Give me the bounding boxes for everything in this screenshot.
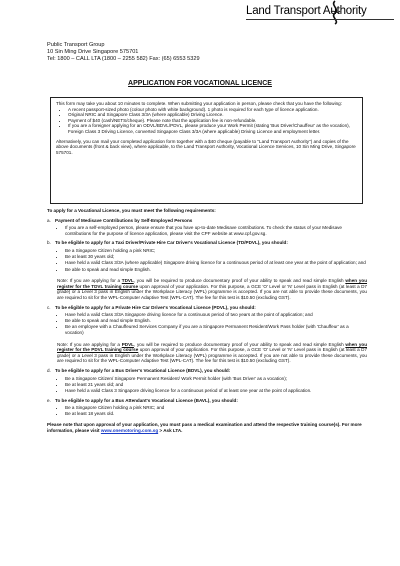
section-a-title: Payment of Medisave Contributions by Self-Employed Persons: [55, 217, 193, 223]
list-item: • Have held a valid Class 3/3A Singapore driving licence for a continuous period of two years at the point of application; and: [65, 312, 367, 318]
list-item: • Be a Singapore Citizen holding a pink NRIC; and: [65, 405, 367, 411]
org-name: Public Transport Group: [47, 42, 105, 48]
list-item: • Be an employee with a Chauffeured Services Company if you are a Singapore Permanent Resident/Work Pass holder (with 'Chauffeur' as a vocation): [65, 324, 367, 335]
lta-logo: [246, 2, 394, 32]
requirements: [47, 208, 367, 433]
section-d: d. To be eligible to apply for a Bus Driver's Vocational Licence (BDVL), you should: • Be a Singapore Citizen/ Singapore Permanent Resident/ Work Permit holder (with 'Bus Driver' as a vocation); • Be at least 21 years old; and • Have held a valid Class 3 Singapore driving licence for a continuous period of at least one year at the point of application.: [47, 368, 367, 394]
logo-divider: [246, 19, 394, 20]
section-a-text: • If you are a self-employed person, please ensure that you have up-to-date Medisave contributions. To check the status of your Medisave contributions for the purpose of licence application, please visit the CPF website at www.cpf.gov.sg.: [65, 225, 367, 236]
list-item: • Be a Singapore Citizen holding a pink NRIC;: [65, 248, 367, 254]
checklist-item: • Original NRIC and Singapore Class 3/3A (where applicable) Driving Licence.: [68, 112, 358, 118]
checklist-item: • Payment of $40 (cash/NETS/cheque). Please note that the application fee is non-refundable.: [68, 118, 358, 124]
mail-alternative: Alternatively, you can mail your completed application form together with a $40 cheque (payable to "Land Transport Authority") and copies of the above documents (front & back view), where applicable, to the Land Transport Authority, Vocational Licence Services, 10 Sin Ming Drive, Singapore 575701.: [56, 138, 356, 155]
footer-note: Please note that upon approval of your application, you must pass a medical examination and attend the respective training course(s). For more information, please visit www.onemotoring.com.sg > Ask LTA.: [47, 421, 362, 433]
lta-swirl-icon: [328, 0, 342, 25]
section-c-title: To be eligible to apply for a Private Hire Car Driver's Vocational Licence (PDVL), you should:: [55, 304, 256, 310]
logo-text: Land Transport Authority: [246, 5, 367, 17]
info-intro: This form may take you about 10 minutes to complete. When submitting your application in person, please check that you have the following:: [56, 101, 342, 106]
list-item: • Be at least 21 years old; and: [65, 382, 367, 388]
list-item: • Be able to speak and read simple English.: [65, 267, 367, 273]
checklist-item: • A recent passport-sized photo (colour photo with white background). 1 photo is required for each type of licence application.: [68, 107, 358, 113]
section-c: c. To be eligible to apply for a Private Hire Car Driver's Vocational Licence (PDVL), you should: • Have held a valid Class 3/3A Singapore driving licence for a continuous period of two years at the point of application; and • Be able to speak and read simple English. • Be an employee with a Chauffeured Services Company if you are a Singapore Permanent Resident/Work Pass holder (with 'Chauffeur' as a vocation) Note: If you are applying for a PDVL, you will be required to produce documentary proof of your ability to speak and read simple English when you register for the PDVL training course upon approval of your application. For this purpose, a GCE 'O' Level or 'N' Level pass in English (at least a D7 grade) or a Level 3 pass in English under the Workplace Literacy (WPL) programme is accepted. If you are not able to provide these documents, you are required to sit for the WPL-Computer Adaptive Test (WPL-CAT). The fee for this test is $10.50 (excluding GST).: [47, 305, 367, 365]
page-title: APPLICATION FOR VOCATIONAL LICENCE: [128, 80, 272, 87]
list-item: • Have held a valid Class 3 Singapore driving licence for a continuous period of at least one year at the point of application.: [65, 388, 367, 394]
section-b-title: To be eligible to apply for a Taxi Driver/Private Hire Car Driver's Vocational Licence (TD/PDVL), you should:: [55, 240, 288, 246]
section-e: e. To be eligible to apply for a Bus Attendant's Vocational Licence (BAVL), you should: • Be a Singapore Citizen holding a pink NRIC; and • Be at least 18 years old.: [47, 398, 367, 417]
checklist: [56, 107, 358, 135]
section-b: b. To be eligible to apply for a Taxi Driver/Private Hire Car Driver's Vocational Licence (TD/PDVL), you should: • Be a Singapore Citizen holding a pink NRIC; • Be at least 30 years old; • Have held a valid Class 3/3A (where applicable) Singapore driving licence for a continuous period of at least one year at the point of application; and • Be able to speak and read simple English. Note: If you are applying for a TDVL, you will be required to produce documentary proof of your ability to speak and read simple English when you register for the TDVL training course upon approval of your application. For this purpose, a GCE 'O' Level or 'N' Level pass in English (at least a D7 grade) or a Level 3 pass in English under the Workplace Literacy (WPL) programme is accepted. If you are not able to provide these documents, you are required to sit for the WPL-Computer Adaptive Test (WPL-CAT). The fee for this test is $10.50 (excluding GST).: [47, 240, 367, 300]
section-b-note: Note: If you are applying for a TDVL, you will be required to produce documentary proof of your ability to speak and read simple English when you register for the TDVL training course upon approval of your application. For this purpose, a GCE 'O' Level or 'N' Level pass in English (at least a D7 grade) or a Level 3 pass in English under the Workplace Literacy (WPL) programme is accepted. If you are not able to provide these documents, you are required to sit for the WPL-Computer Adaptive Test (WPL-CAT). The fee for this test is $10.50 (excluding GST).: [57, 278, 368, 300]
checklist-item: • If you are a foreigner applying for an ODVL/BDVL/PDVL, please produce your Work Permit (stating 'Bus Driver/Chauffeur' as the vocation), Foreign Class 3 Driving Licence, converted Singapore Class 3/3A (where applicable) Driving Licence and employment letter.: [68, 123, 358, 134]
list-item: • Be able to speak and read simple English.: [65, 318, 367, 324]
list-item: • Be at least 18 years old.: [65, 411, 367, 417]
onemotoring-link[interactable]: www.onemotoring.com.sg: [100, 427, 159, 433]
info-box: [50, 97, 363, 204]
section-c-note: Note: If you are applying for a PDVL, you will be required to produce documentary proof of your ability to speak and read simple English when you register for the PDVL training course upon approval of your application. For this purpose, a GCE 'O' Level or 'N' Level pass in English (at least a D7 grade) or a Level 3 pass in English under the Workplace Literacy (WPL) programme is accepted. If you are not able to provide these documents, you are required to sit for the WPL-Computer Adaptive Test (WPL-CAT). The fee for this test is $10.50 (excluding GST).: [57, 341, 368, 364]
requirements-heading: To apply for a Vocational Licence, you must meet the following requirements:: [47, 208, 216, 213]
org-address: 10 Sin Ming Drive Singapore 575701: [47, 49, 139, 55]
section-a: a. Payment of Medisave Contributions by Self-Employed Persons • If you are a self-employed person, please ensure that you have up-to-date Medisave contributions. To check the status of your Medisave contributions for the purpose of licence application, please visit the CPF website at www.cpf.gov.sg.: [47, 218, 367, 237]
address-block: [47, 42, 200, 63]
list-item: • Be a Singapore Citizen/ Singapore Permanent Resident/ Work Permit holder (with 'Bus Driver' as a vocation);: [65, 376, 367, 382]
section-d-title: To be eligible to apply for a Bus Driver's Vocational Licence (BDVL), you should:: [55, 368, 231, 374]
section-e-title: To be eligible to apply for a Bus Attendant's Vocational Licence (BAVL), you should:: [55, 397, 238, 403]
list-item: • Be at least 30 years old;: [65, 254, 367, 260]
list-item: • Have held a valid Class 3/3A (where applicable) Singapore driving licence for a continuous period of at least one year at the point of application; and: [65, 260, 367, 266]
contact-line: Tel: 1800 – CALL LTA (1800 – 2255 582) Fax: (65) 6553 5329: [47, 56, 200, 62]
